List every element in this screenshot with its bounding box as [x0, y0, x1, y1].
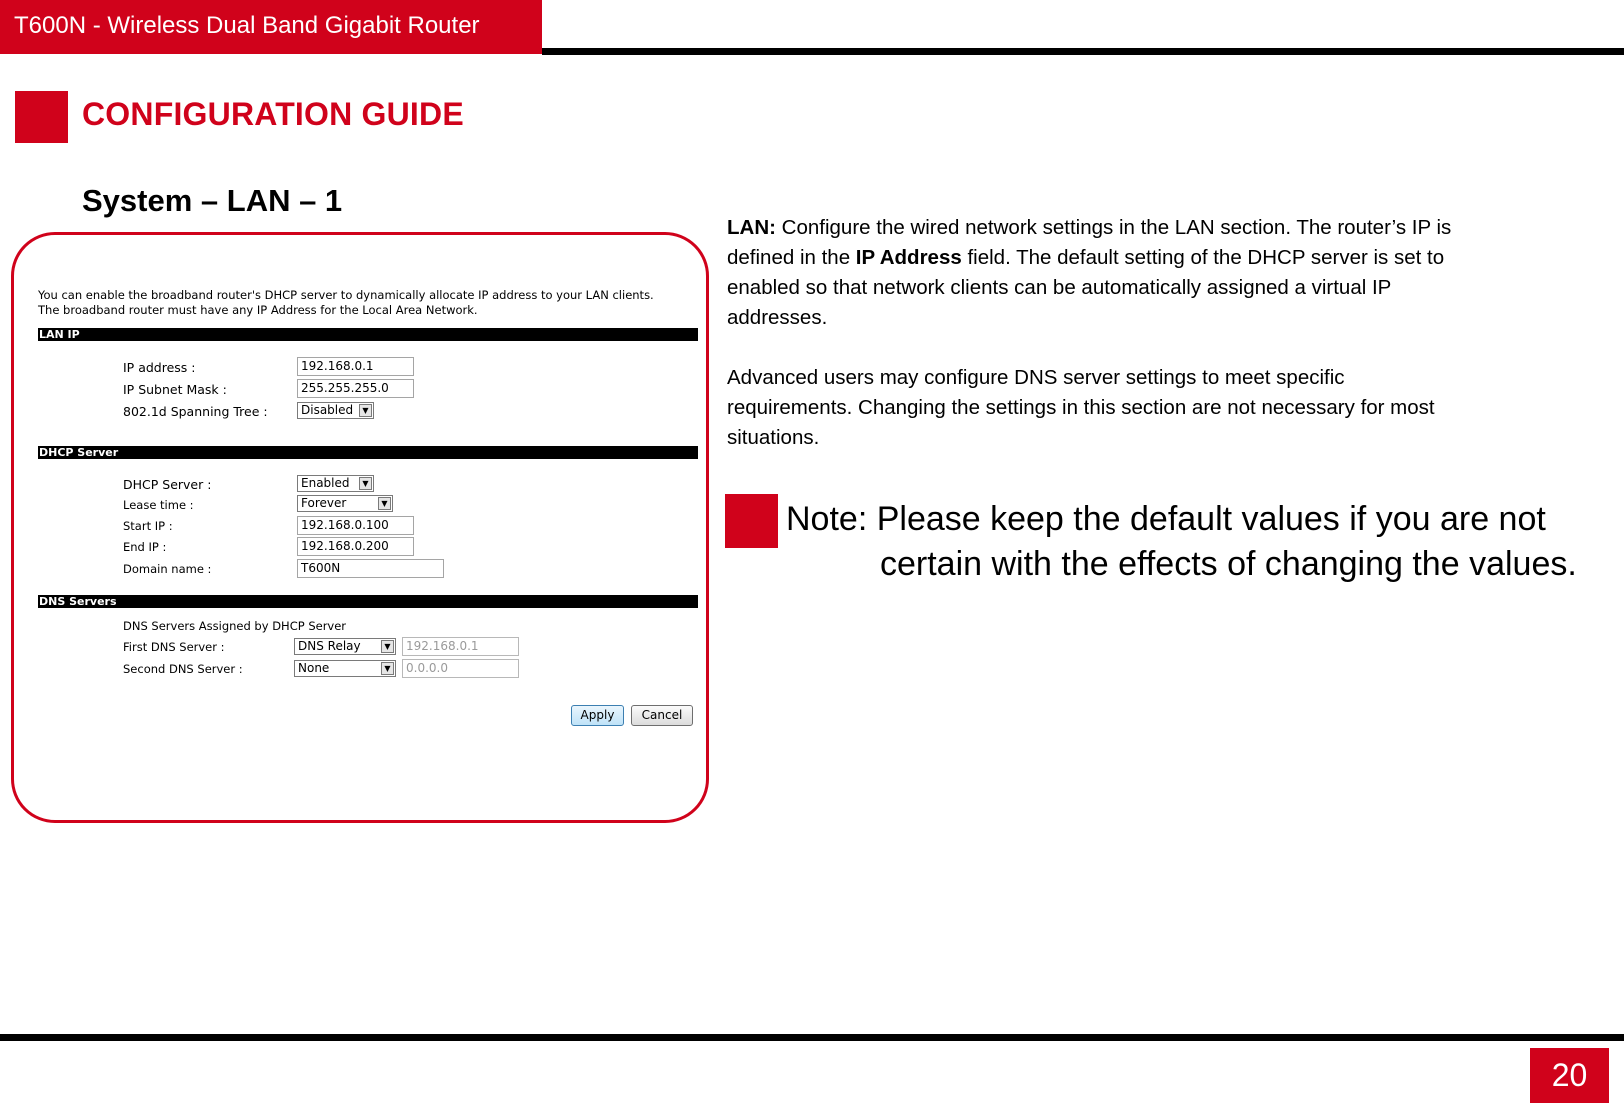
ip-address-label: IP address :: [123, 360, 196, 375]
note-marker-square: [725, 494, 778, 548]
note-line-2: certain with the effects of changing the values.: [880, 545, 1577, 583]
document-header-title: T600N - Wireless Dual Band Gigabit Router: [0, 0, 542, 54]
dns-assigned-label: DNS Servers Assigned by DHCP Server: [123, 619, 347, 633]
intro-line-1: You can enable the broadband router's DHCP server to dynamically allocate IP address to your LAN clients.: [38, 288, 654, 302]
lan-line-1-text: Configure the wired network settings in the LAN section. The router’s IP is: [775, 216, 1452, 239]
first-dns-input[interactable]: 192.168.0.1: [402, 637, 519, 656]
subnet-mask-label: IP Subnet Mask :: [123, 382, 227, 397]
end-ip-input[interactable]: 192.168.0.200: [297, 537, 414, 556]
footer-rule: [0, 1034, 1624, 1041]
cancel-button[interactable]: Cancel: [631, 705, 693, 726]
second-dns-mode-select[interactable]: [294, 660, 396, 677]
first-dns-mode-value: DNS Relay: [298, 639, 361, 653]
dhcp-section-header: DHCP Server: [38, 446, 698, 459]
lan-line-2a: defined in the: [727, 246, 856, 269]
start-ip-label: Start IP :: [123, 519, 173, 533]
spanning-tree-value: Disabled: [301, 403, 354, 417]
lan-line-4: addresses.: [727, 306, 828, 329]
guide-title: CONFIGURATION GUIDE: [82, 96, 464, 132]
lan-line-1: [727, 213, 1557, 243]
chevron-down-icon: ▼: [381, 662, 394, 675]
chevron-down-icon: ▼: [378, 497, 391, 510]
advanced-line-1: Advanced users may configure DNS server settings to meet specific: [727, 366, 1345, 389]
dhcp-server-value: Enabled: [301, 476, 350, 490]
start-ip-input[interactable]: 192.168.0.100: [297, 516, 414, 535]
ip-address-input[interactable]: 192.168.0.1: [297, 357, 414, 376]
chevron-down-icon: ▼: [359, 477, 372, 490]
first-dns-label: First DNS Server :: [123, 640, 225, 654]
first-dns-mode-select[interactable]: [294, 638, 396, 655]
advanced-line-3: situations.: [727, 426, 820, 449]
dns-section-header: DNS Servers: [38, 595, 698, 608]
second-dns-mode-value: None: [298, 661, 330, 675]
page-number: 20: [1530, 1048, 1609, 1103]
router-screenshot-frame: [11, 232, 709, 823]
lease-time-value: Forever: [301, 496, 347, 510]
lan-line-2: [727, 243, 1557, 273]
dhcp-server-label: DHCP Server :: [123, 477, 212, 492]
spanning-tree-label: 802.1d Spanning Tree :: [123, 404, 268, 419]
spanning-tree-select[interactable]: [297, 402, 374, 419]
end-ip-label: End IP :: [123, 540, 167, 554]
lan-description: [727, 213, 1557, 333]
subnet-mask-input[interactable]: 255.255.255.0: [297, 379, 414, 398]
apply-button[interactable]: Apply: [571, 705, 624, 726]
intro-line-2: The broadband router must have any IP Address for the Local Area Network.: [38, 303, 478, 317]
advanced-description: [727, 363, 1557, 453]
dhcp-server-select[interactable]: [297, 475, 374, 492]
note-line-1: Note: Please keep the default values if you are not: [786, 500, 1546, 538]
lease-time-label: Lease time :: [123, 498, 194, 512]
header-rule: [542, 48, 1624, 55]
second-dns-input[interactable]: 0.0.0.0: [402, 659, 519, 678]
chevron-down-icon: ▼: [381, 640, 394, 653]
section-title: System – LAN – 1: [82, 183, 343, 218]
lan-line-2b: field. The default setting of the DHCP server is set to: [961, 246, 1445, 269]
lease-time-select[interactable]: [297, 495, 393, 512]
advanced-line-2: requirements. Changing the settings in this section are not necessary for most: [727, 396, 1435, 419]
domain-name-input[interactable]: T600N: [297, 559, 444, 578]
domain-name-label: Domain name :: [123, 562, 212, 576]
ip-address-bold: IP Address: [855, 246, 962, 269]
second-dns-label: Second DNS Server :: [123, 662, 243, 676]
guide-marker-square: [15, 91, 68, 143]
lan-line-3: enabled so that network clients can be automatically assigned a virtual IP: [727, 276, 1392, 299]
screenshot-intro: [38, 288, 698, 318]
lan-ip-section-header: LAN IP: [38, 328, 698, 341]
chevron-down-icon: ▼: [359, 404, 372, 417]
lan-bold-label: LAN:: [727, 216, 776, 239]
